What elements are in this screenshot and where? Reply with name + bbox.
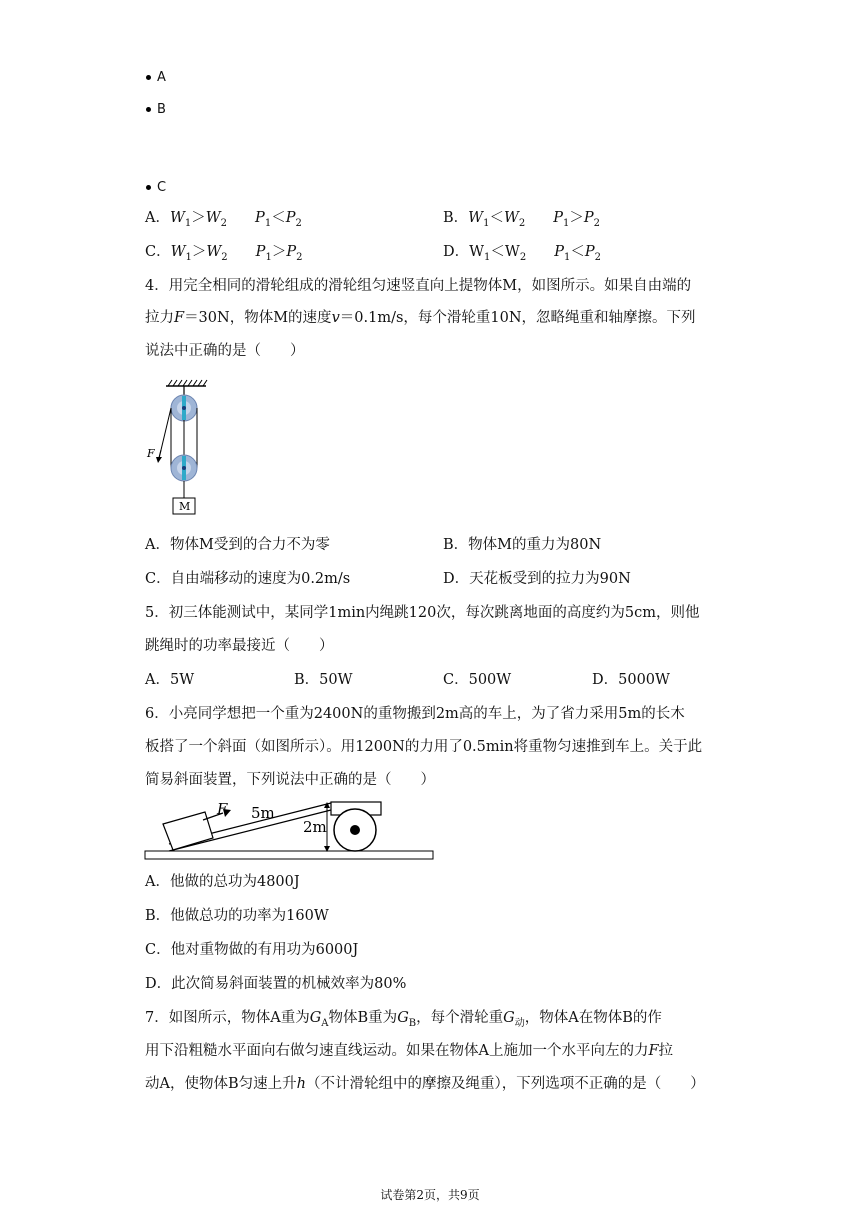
q4-option-a: A．物体M受到的合力不为零 (145, 537, 330, 553)
q7-stem-line-1: 7．如图所示，物体A重为$G_A$物体B重为$G_B$，每个滑轮重$G_动$，物体A在物体B的作 (145, 1010, 662, 1029)
point-a: A (146, 70, 166, 85)
q5-option-b: B．50W (294, 672, 353, 688)
crate (163, 812, 213, 850)
q3-option-d: D．$W_1<W_2$ $P_1<P_2$ (443, 244, 601, 263)
q5-stem-line-2: 跳绳时的功率最接近（ ） (145, 638, 334, 654)
q6-option-b: B．他做总功的功率为160W (145, 908, 329, 924)
q4-option-b: B．物体M的重力为80N (443, 537, 602, 553)
q6-option-d: D．此次简易斜面装置的机械效率为80% (145, 976, 407, 992)
q3-option-a: A．$W_1>W_2$ $P_1<P_2$ (145, 210, 302, 229)
q7-stem-line-3: 动A，使物体B匀速上升h（不计滑轮组中的摩擦及绳重），下列选项不正确的是（ ） (145, 1076, 705, 1092)
q4-option-c: C．自由端移动的速度为0.2m/s (145, 571, 351, 587)
pulley-system-figure (140, 374, 220, 519)
force-label: F (217, 800, 228, 818)
point-b: B (146, 102, 166, 117)
point-c: C (146, 180, 166, 195)
q4-option-d: D．天花板受到的拉力为90N (443, 571, 631, 587)
length-label: 5m (251, 804, 275, 822)
q5-option-c: C．500W (443, 672, 512, 688)
free-end-rope (161, 408, 171, 450)
q4-stem-line-3: 说法中正确的是（ ） (145, 343, 305, 359)
q6-stem-line-2: 板搭了一个斜面（如图所示）。用1200N的力用了0.5min将重物匀速推到车上。关于此 (145, 739, 703, 755)
q5-option-d: D．5000W (592, 672, 670, 688)
q3-option-c: C．$W_1>W_2$ $P_1>P_2$ (145, 244, 303, 263)
q4-stem-line-1: 4．用完全相同的滑轮组成的滑轮组匀速竖直向上提物体M，如图所示。如果自由端的 (145, 278, 692, 294)
q5-option-a: A．5W (145, 672, 195, 688)
q6-option-a: A．他做的总功为4800J (145, 874, 300, 890)
ceiling-hatch (168, 380, 207, 386)
ground (145, 851, 433, 859)
page-footer: 试卷第2页，共9页 (380, 1188, 480, 1202)
q6-stem-line-1: 6．小亮同学想把一个重为2400N的重物搬到2m高的车上，为了省力采用5m的长木 (145, 706, 685, 722)
object-m-label: M (179, 500, 191, 513)
q4-stem-line-2: 拉力F＝30N，物体M的速度v＝0.1m/s，每个滑轮重10N，忽略绳重和轴摩擦。下列 (145, 310, 696, 326)
force-label: F (147, 447, 155, 460)
incline-figure (143, 798, 435, 862)
height-label: 2m (303, 818, 327, 836)
q5-stem-line-1: 5．初三体能测试中，某同学1min内绳跳120次，每次跳离地面的高度约为5cm，则他 (145, 605, 700, 621)
q6-stem-line-3: 简易斜面装置，下列说法中正确的是（ ） (145, 772, 435, 788)
q3-option-b: B．$W_1<W_2$ $P_1>P_2$ (443, 210, 600, 229)
q7-stem-line-2: 用下沿粗糙水平面向右做匀速直线运动。如果在物体A上施加一个水平向左的力F拉 (145, 1043, 674, 1059)
q6-option-c: C．他对重物做的有用功为6000J (145, 942, 359, 958)
